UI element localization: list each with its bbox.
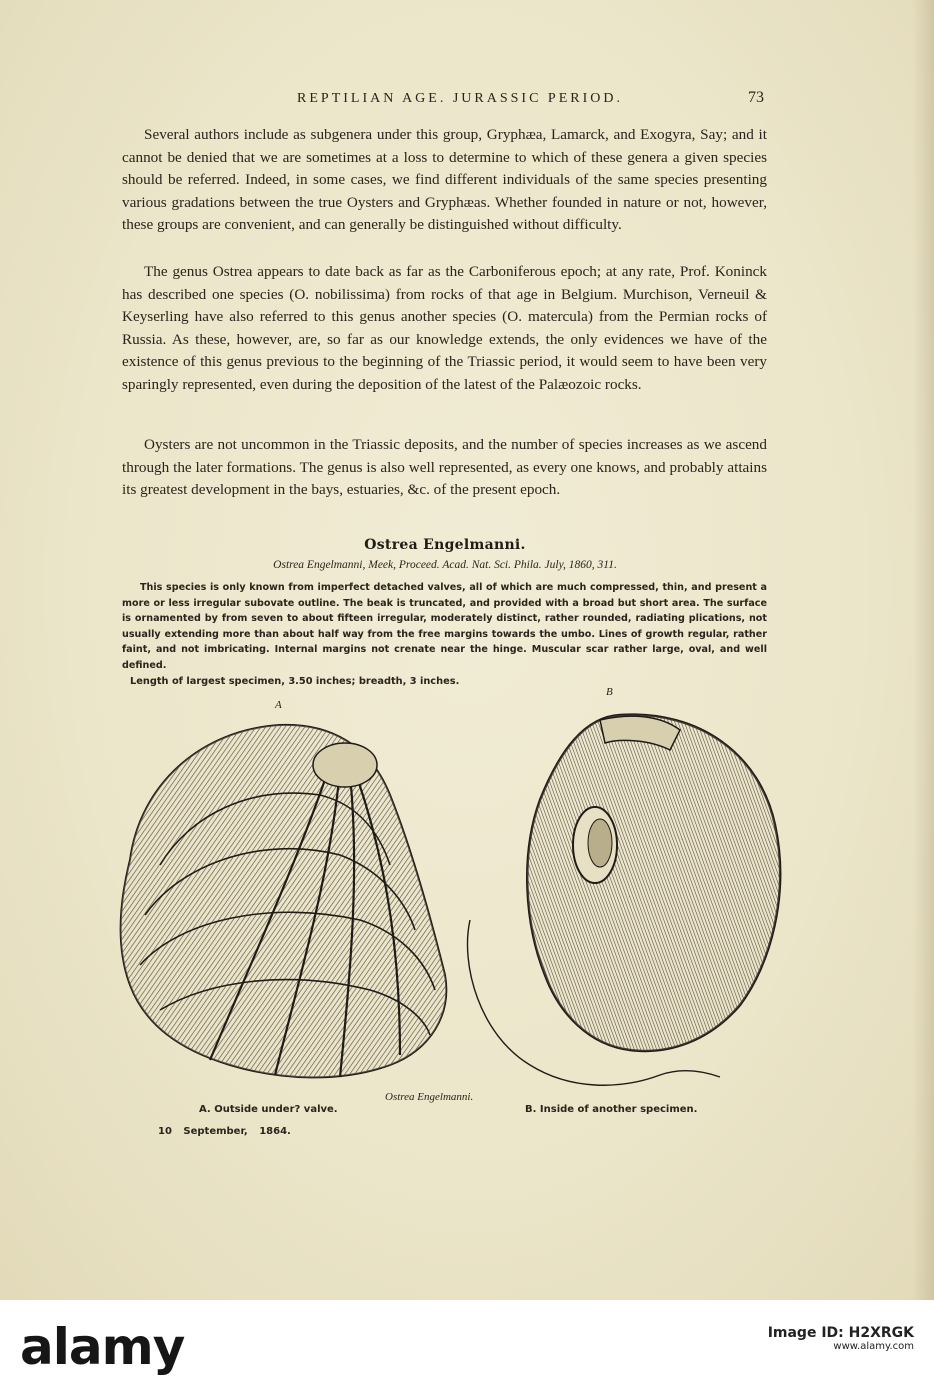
page-edge-shadow [912, 0, 934, 1300]
species-description [122, 580, 767, 674]
figure-caption-a: A. Outside under? valve. [199, 1104, 338, 1115]
printer-signature: 10 September, 1864. [158, 1126, 291, 1137]
figure-label-b: B [606, 686, 613, 698]
oyster-figure [100, 705, 800, 1105]
page-number: 73 [748, 89, 764, 106]
watermark-info [768, 1326, 914, 1354]
paragraph-2 [122, 261, 767, 401]
paragraph-1 [122, 124, 767, 241]
shell-b-inside-icon [468, 715, 781, 1086]
alamy-logo: alamy [20, 1318, 185, 1376]
species-citation: Ostrea Engelmanni, Meek, Proceed. Acad. Nat. Sci. Phila. July, 1860, 311. [273, 559, 617, 571]
running-head: REPTILIAN AGE. JURASSIC PERIOD. [297, 91, 623, 106]
figure-label-a: A [275, 699, 282, 711]
specimen-dimensions: Length of largest specimen, 3.50 inches; breadth, 3 inches. [130, 676, 460, 687]
species-title: Ostrea Engelmanni. [364, 537, 526, 553]
image-id: Image ID: H2XRGK [767, 1325, 914, 1341]
figure-caption-species: Ostrea Engelmanni. [385, 1091, 474, 1103]
paragraph-text: Several authors include as subgenera under this group, Gryphæa, Lamarck, and Exogyra, Say; and it cannot be denied that we are sometimes at a loss to determine to which of these genera a given species should be referred. Indeed, in some cases, we find different individuals of the same species presenting various gradations between the true Oysters and Gryphæas. Whether founded in nature or not, however, these groups are convenient, and can generally be distinguished without difficulty. [122, 126, 767, 234]
paragraph-3 [122, 434, 767, 506]
paragraph-text: The genus Ostrea appears to date back as far as the Carboniferous epoch; at any rate, Prof. Koninck has described one species (O. nobilissima) from rocks of that age in Belgium. Murchison, Verneuil & Keyserling have also referred to this genus another species (O. matercula) from the Permian rocks of Russia. As these, however, are, so far as our knowledge extends, the only evidences we have of the existence of this genus previous to the beginning of the Triassic period, it would seem to have been very sparingly represented, even during the deposition of the latest of the Palæozoic rocks. [122, 263, 767, 393]
figure-caption-b: B. Inside of another specimen. [525, 1104, 698, 1115]
shell-a-outside-icon [121, 725, 447, 1078]
description-text: This species is only known from imperfect detached valves, all of which are much compressed, thin, and present a more or less irregular subovate outline. The beak is truncated, and provided with a broad but short area. The surface is ornamented by from seven to about fifteen irregular, moderately distinct, rather rounded, radiating plications, not usually extending more than about half way from the free margins towards the umbo. Lines of growth regular, rather faint, and not imbricating. Internal margins not crenate near the hinge. Muscular scar rather large, oval, and well defined. [122, 582, 767, 671]
paragraph-text: Oysters are not uncommon in the Triassic deposits, and the number of species increases as we ascend through the later formations. The genus is also well represented, as every one knows, and probably attains its greatest development in the bays, estuaries, &c. of the present epoch. [122, 436, 767, 499]
watermark-site: www.alamy.com [833, 1341, 914, 1352]
